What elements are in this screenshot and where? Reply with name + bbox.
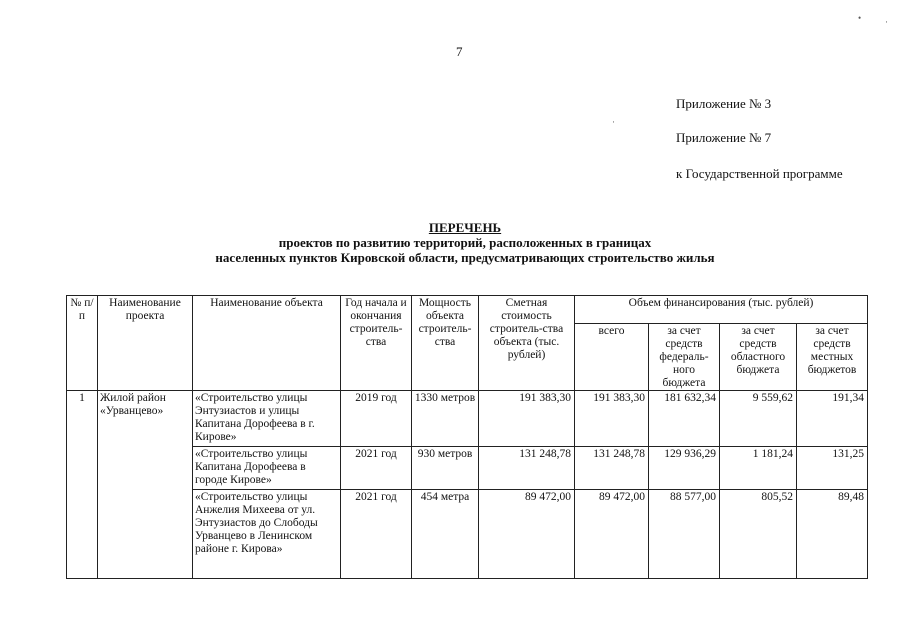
financing-regional: 9 559,62 (720, 391, 797, 447)
title-line-3: населенных пунктов Кировской области, предусматривающих строительство жилья (215, 250, 715, 265)
object-capacity: 454 метра (412, 490, 479, 579)
annex-number-3: Приложение № 3 (676, 96, 772, 111)
financing-total: 131 248,78 (575, 447, 649, 490)
financing-regional: 1 181,24 (720, 447, 797, 490)
object-cost: 191 383,30 (479, 391, 575, 447)
header-financing: Объем финансирования (тыс. рублей) (575, 296, 868, 324)
financing-total: 191 383,30 (575, 391, 649, 447)
object-name: «Строительство улицы Анжелия Михеева от ул. Энтузиастов до Слободы Урванцево в Ленинском районе г. Кирова» (193, 490, 341, 579)
financing-federal: 88 577,00 (649, 490, 720, 579)
annex-program-reference: к Государственной программе (676, 166, 843, 181)
financing-local: 131,25 (797, 447, 868, 490)
header-years: Год начала и окончания строитель-ства (341, 296, 412, 391)
table-header-row (67, 296, 868, 324)
financing-federal: 181 632,34 (649, 391, 720, 447)
financing-local: 89,48 (797, 490, 868, 579)
header-federal: за счет средств федераль-ного бюджета (649, 324, 720, 391)
financing-federal: 129 936,29 (649, 447, 720, 490)
object-cost: 131 248,78 (479, 447, 575, 490)
financing-regional: 805,52 (720, 490, 797, 579)
financing-local: 191,34 (797, 391, 868, 447)
object-years: 2021 год (341, 490, 412, 579)
object-capacity: 930 метров (412, 447, 479, 490)
header-capacity: Мощность объекта строитель-ства (412, 296, 479, 391)
header-num: № п/п (67, 296, 98, 391)
header-cost: Сметная стоимость строитель-ства объекта (тыс. рублей) (479, 296, 575, 391)
scan-speck: · (885, 17, 888, 27)
annex-number-7: Приложение № 7 (676, 130, 772, 145)
object-years: 2019 год (341, 391, 412, 447)
header-project: Наименование проекта (98, 296, 193, 391)
header-object: Наименование объекта (193, 296, 341, 391)
title-main: ПЕРЕЧЕНЬ (428, 220, 502, 235)
object-name: «Строительство улицы Капитана Дорофеева в городе Кирове» (193, 447, 341, 490)
object-capacity: 1330 метров (412, 391, 479, 447)
header-local: за счет средств местных бюджетов (797, 324, 868, 391)
document-title (120, 220, 810, 265)
projects-table (66, 295, 868, 579)
header-total: всего (575, 324, 649, 391)
object-name: «Строительство улицы Энтузиастов и улицы Капитана Дорофеева в г. Кирове» (193, 391, 341, 447)
scan-speck: · (612, 117, 615, 127)
page-number: 7 (456, 44, 463, 59)
table-row (67, 391, 868, 447)
object-cost: 89 472,00 (479, 490, 575, 579)
financing-total: 89 472,00 (575, 490, 649, 579)
project-name: Жилой район «Урванцево» (98, 391, 193, 579)
object-years: 2021 год (341, 447, 412, 490)
project-num: 1 (67, 391, 98, 579)
scan-speck: • (858, 13, 862, 23)
title-line-2: проектов по развитию территорий, расположенных в границах (278, 235, 652, 250)
header-regional: за счет средств областного бюджета (720, 324, 797, 391)
